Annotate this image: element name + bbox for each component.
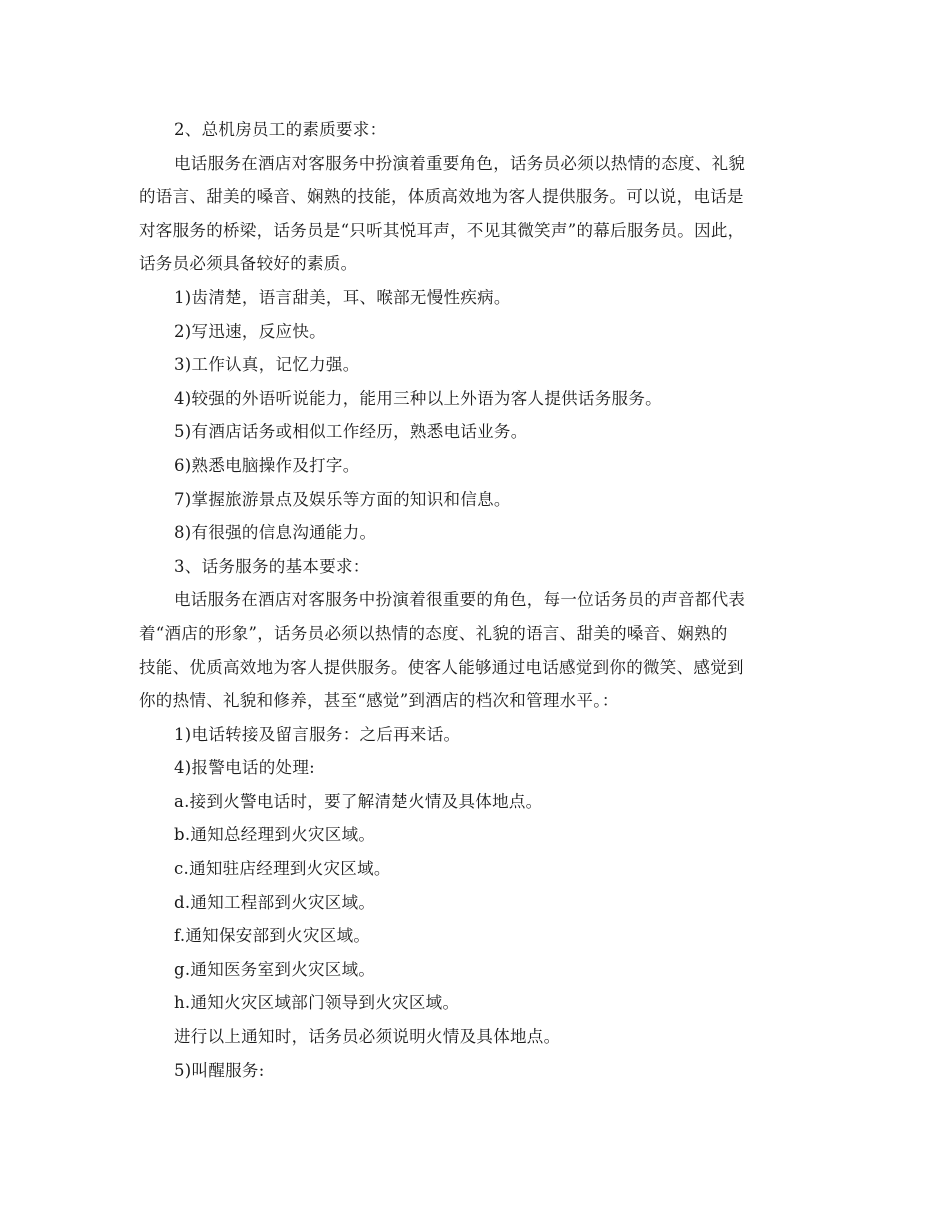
text-line: 技能、优质高效地为客人提供服务。使客人能够通过电话感觉到你的微笑、感觉到 <box>139 657 744 677</box>
text-line: h.通知火灾区域部门领导到火灾区域。 <box>174 993 460 1013</box>
text-line: 6)熟悉电脑操作及打字。 <box>174 455 360 475</box>
text-line: g.通知医务室到火灾区域。 <box>174 959 376 979</box>
text-line: 进行以上通知时，话务员必须说明火情及具体地点。 <box>174 1027 561 1047</box>
text-line: 5)有酒店话务或相似工作经历，熟悉电话业务。 <box>174 422 528 442</box>
text-line: 3、话务服务的基本要求： <box>174 556 370 576</box>
text-line: 2、总机房员工的素质要求： <box>174 120 387 139</box>
text-line: 4)较强的外语听说能力，能用三种以上外语为客人提供话务服务。 <box>174 388 662 408</box>
text-line: 电话服务在酒店对客服务中扮演着很重要的角色，每一位话务员的声音都代表 <box>174 590 746 610</box>
text-line: 5)叫醒服务: <box>174 1060 265 1080</box>
text-line: 电话服务在酒店对客服务中扮演着重要角色，话务员必须以热情的态度、礼貌 <box>174 153 746 173</box>
text-line: 着“酒店的形象”，话务员必须以热情的态度、礼貌的语言、甜美的嗓音、娴熟的 <box>139 623 728 643</box>
text-line: 7)掌握旅游景点及娱乐等方面的知识和信息。 <box>174 489 511 509</box>
document-body <box>139 113 839 1087</box>
text-line: 1)齿清楚，语言甜美，耳、喉部无慢性疾病。 <box>174 287 511 307</box>
text-line: d.通知工程部到火灾区域。 <box>174 892 376 912</box>
text-line: 3)工作认真，记忆力强。 <box>174 355 360 375</box>
text-line: 的语言、甜美的嗓音、娴熟的技能，体质高效地为客人提供服务。可以说，电话是 <box>139 187 744 207</box>
text-line: 8)有很强的信息沟通能力。 <box>174 523 377 543</box>
text-line: 对客服务的桥梁，话务员是“只听其悦耳声，不见其微笑声”的幕后服务员。因此， <box>139 220 745 240</box>
text-line: 话务员必须具备较好的素质。 <box>139 254 358 274</box>
text-line: f.通知保安部到火灾区域。 <box>174 926 371 946</box>
text-line: c.通知驻店经理到火灾区域。 <box>174 859 391 879</box>
text-line: 你的热情、礼貌和修养，甚至“感觉”到酒店的档次和管理水平。： <box>139 691 619 711</box>
text-line: 2)写迅速，反应快。 <box>174 321 326 341</box>
text-line: 1)电话转接及留言服务：之后再来话。 <box>174 724 461 744</box>
text-line: 4)报警电话的处理: <box>174 758 315 778</box>
text-line: a.接到火警电话时，要了解清楚火情及具体地点。 <box>174 791 543 811</box>
text-line: b.通知总经理到火灾区域。 <box>174 825 376 845</box>
